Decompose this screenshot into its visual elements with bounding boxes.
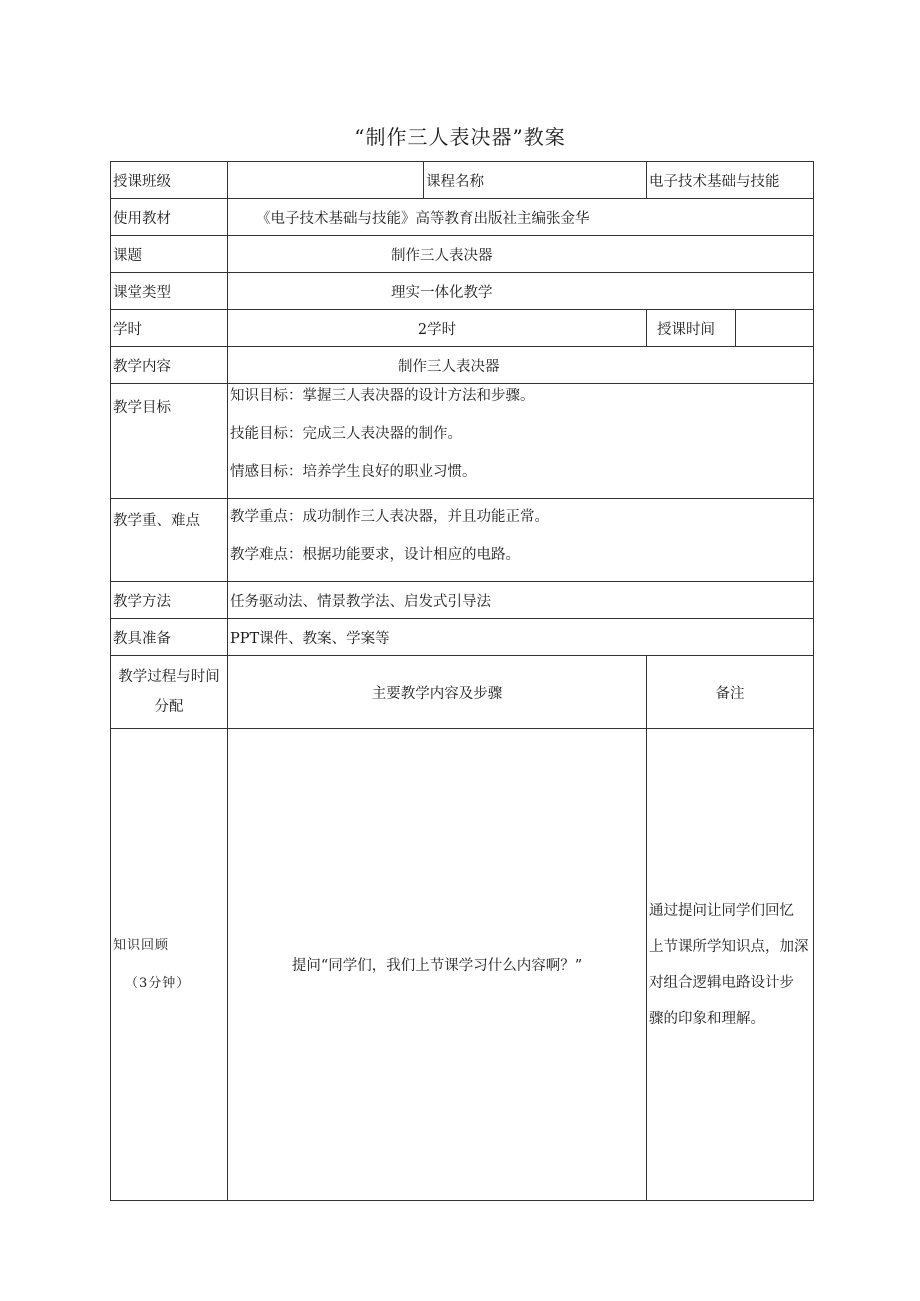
textbook-label: 使用教材 [111, 199, 228, 236]
document-title: “制作三人表决器”教案 [354, 125, 566, 149]
textbook-value: 《电子技术基础与技能》高等教育出版社主编张金华 [228, 199, 814, 236]
goals-cell [228, 384, 814, 499]
goal-emotion: 情感目标：培养学生良好的职业习惯。 [230, 464, 477, 480]
hours-label: 学时 [111, 310, 228, 347]
review-note-line: 上节课所学知识点，加深 [649, 938, 809, 955]
keypoints-label: 教学重、难点 [111, 499, 228, 582]
keypoint-difficult: 教学难点：根据功能要求，设计相应的电路。 [230, 547, 520, 563]
time-label: 授课时间 [647, 310, 736, 347]
row-hours [111, 310, 814, 347]
row-class-type [111, 273, 814, 310]
row-textbook [111, 199, 814, 236]
row-review [111, 729, 814, 1201]
goal-skill: 技能目标：完成三人表决器的制作。 [230, 426, 462, 442]
process-header-time-line2: 分配 [154, 699, 184, 715]
content-value: 制作三人表决器 [228, 347, 814, 384]
process-header-note: 备注 [647, 656, 814, 729]
process-header-time [111, 656, 228, 729]
review-note-line: 通过提问让同学们回忆 [649, 902, 794, 919]
hours-value: 2学时 [228, 310, 647, 347]
row-content [111, 347, 814, 384]
review-time: （3分钟） [125, 975, 191, 991]
goal-knowledge: 知识目标：掌握三人表决器的设计方法和步骤。 [230, 388, 535, 404]
row-topic [111, 236, 814, 273]
type-value: 理实一体化教学 [228, 273, 814, 310]
process-header-time-line1: 教学过程与时间 [118, 669, 220, 685]
row-process-header [111, 656, 814, 729]
goals-label: 教学目标 [111, 384, 228, 499]
type-label: 课堂类型 [111, 273, 228, 310]
tools-label: 教具准备 [111, 619, 228, 656]
review-note-line: 骤的印象和理解。 [649, 1010, 765, 1027]
tools-value: PPT课件、教案、学案等 [228, 619, 814, 656]
content-label: 教学内容 [111, 347, 228, 384]
keypoint-important: 教学重点：成功制作三人表决器，并且功能正常。 [230, 509, 549, 525]
process-header-content: 主要教学内容及步骤 [228, 656, 647, 729]
review-time-cell [111, 729, 228, 1201]
methods-value: 任务驱动法、情景教学法、启发式引导法 [228, 582, 814, 619]
row-keypoints [111, 499, 814, 582]
course-label: 课程名称 [424, 162, 647, 199]
row-methods [111, 582, 814, 619]
course-value: 电子技术基础与技能 [647, 162, 814, 199]
row-goals [111, 384, 814, 499]
time-value [736, 310, 814, 347]
topic-value: 制作三人表决器 [228, 236, 814, 273]
lesson-plan-table [110, 161, 814, 1201]
review-note-cell [647, 729, 814, 1201]
review-note-line: 对组合逻辑电路设计步 [649, 974, 794, 991]
class-label: 授课班级 [111, 162, 228, 199]
row-class [111, 162, 814, 199]
class-value [228, 162, 424, 199]
keypoints-cell [228, 499, 814, 582]
row-tools [111, 619, 814, 656]
review-title: 知识回顾 [113, 937, 170, 953]
methods-label: 教学方法 [111, 582, 228, 619]
topic-label: 课题 [111, 236, 228, 273]
review-content: 提问“同学们，我们上节课学习什么内容啊？” [228, 729, 647, 1201]
